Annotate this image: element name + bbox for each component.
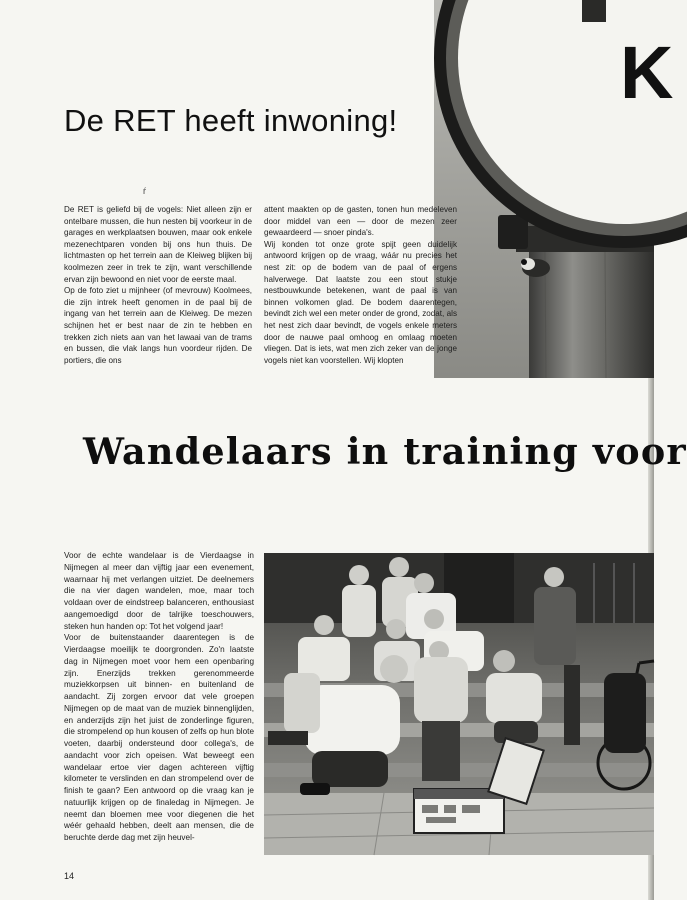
walkers-group-photo — [264, 553, 654, 855]
ret-column-2 — [264, 204, 457, 366]
article-title-walkers: Wandelaars in training voor — [83, 430, 687, 473]
ret-paragraph: Wij konden tot onze grote spijt geen duidelijk antwoord krijgen op de vraag, wáár nu precies het nest zit: op de bodem van de paal of ergens halverwege. Dat laatste zou een stout stukje nestbouwkunde betekenen, want de paal is van binnen volkomen glad. De bodem daarentegen, bevindt zich wel een meter onder de grond, zodat, als het nest zich daar bevindt, de vogels enkele meters door de nauwe paal omhoog en omlaag moeten vliegen. Dat is iets, wat men zich zeker van de jonge vogels niet kan voorstellen. Wij klopten — [264, 239, 457, 365]
page-number: 14 — [64, 871, 75, 881]
ret-paragraph: De RET is geliefd bij de vogels: Niet alleen zijn er ontelbare mussen, die hun nesten bij voorkeur in de garages en werkplaatsen bouwen, maar ook enkele mezenechtparen vonden bij ons hun thuis. De lichtmasten op het terrein aan de Kleiweg blijken bij koolmezen zeer in trek te zijn, want verschillende ervan zijn bewoond en niet voor de eerste maal. — [64, 205, 252, 284]
pencil-mark: ŕ — [143, 186, 146, 196]
sign-letter: K — [620, 31, 674, 114]
ret-paragraph: attent maakten op de gasten, tonen hun medeleven door middel van een — door de mezen zeer gewaardeerd — snoer pinda's. — [264, 205, 457, 238]
ret-column-1 — [64, 204, 252, 366]
ret-paragraph: Op de foto ziet u mijnheer (of mevrouw) Koolmees, die zijn intrek heeft genomen in de paal bij de ingang van het terrein aan de Kleiweg. De mezen schijnen het er best naar de zin te hebben en trekken zich niets aan van het lawaai van de trams en bussen, die vlak langs hun voordeur rijden. De portiers, die ons — [64, 286, 252, 365]
article-title-ret: De RET heeft inwoning! — [64, 103, 398, 138]
sign-pole-photo — [434, 0, 674, 378]
walkers-column — [64, 550, 254, 844]
walkers-paragraph: Voor de buitenstaander daarentegen is de Vierdaagse moeilijk te doorgronden. Zo'n laatste dag in Nijmegen moet voor hem een openbaring zijn. Enerzijds trekken gerenommeerde muziekkorpsen uit binnen- en buitenland de aandacht. Zij zorgen ervoor dat vele groepen Nijmegen op de maat van de muziek binnenglijden, en anderzijds zijn het juist de zonderlinge figuren, die strompelend op hun kousen of zelfs op hun blote voeten, daarbij ondersteund door collega's, de aandacht voor zich opeisen. Wat beweegt een wandelaar ertoe vier dagen achtereen vijftig kilometer te verslinden en dan strompelend over de finish te gaan? Een antwoord op die vraag kan je natuurlijk krijgen op de finaledag in Nijmegen. Je neemt dan bloemen mee voor diegenen die het wéér gehaald hebben, deelt aan mensen, die de beruchte derde dag met zijn heuvel- — [64, 633, 254, 842]
walkers-paragraph: Voor de echte wandelaar is de Vierdaagse in Nijmegen al meer dan vijftig jaar een evenement, waarnaar hij met verlangen uitziet. De deelnemers die na vier dagen wandelen, moe, maar toch voldaan over de eindstreep balanceren, enthousiast aangemoedigd door de talrijke toeschouwers, steken hun handen op: Tot het volgend jaar! — [64, 551, 254, 631]
